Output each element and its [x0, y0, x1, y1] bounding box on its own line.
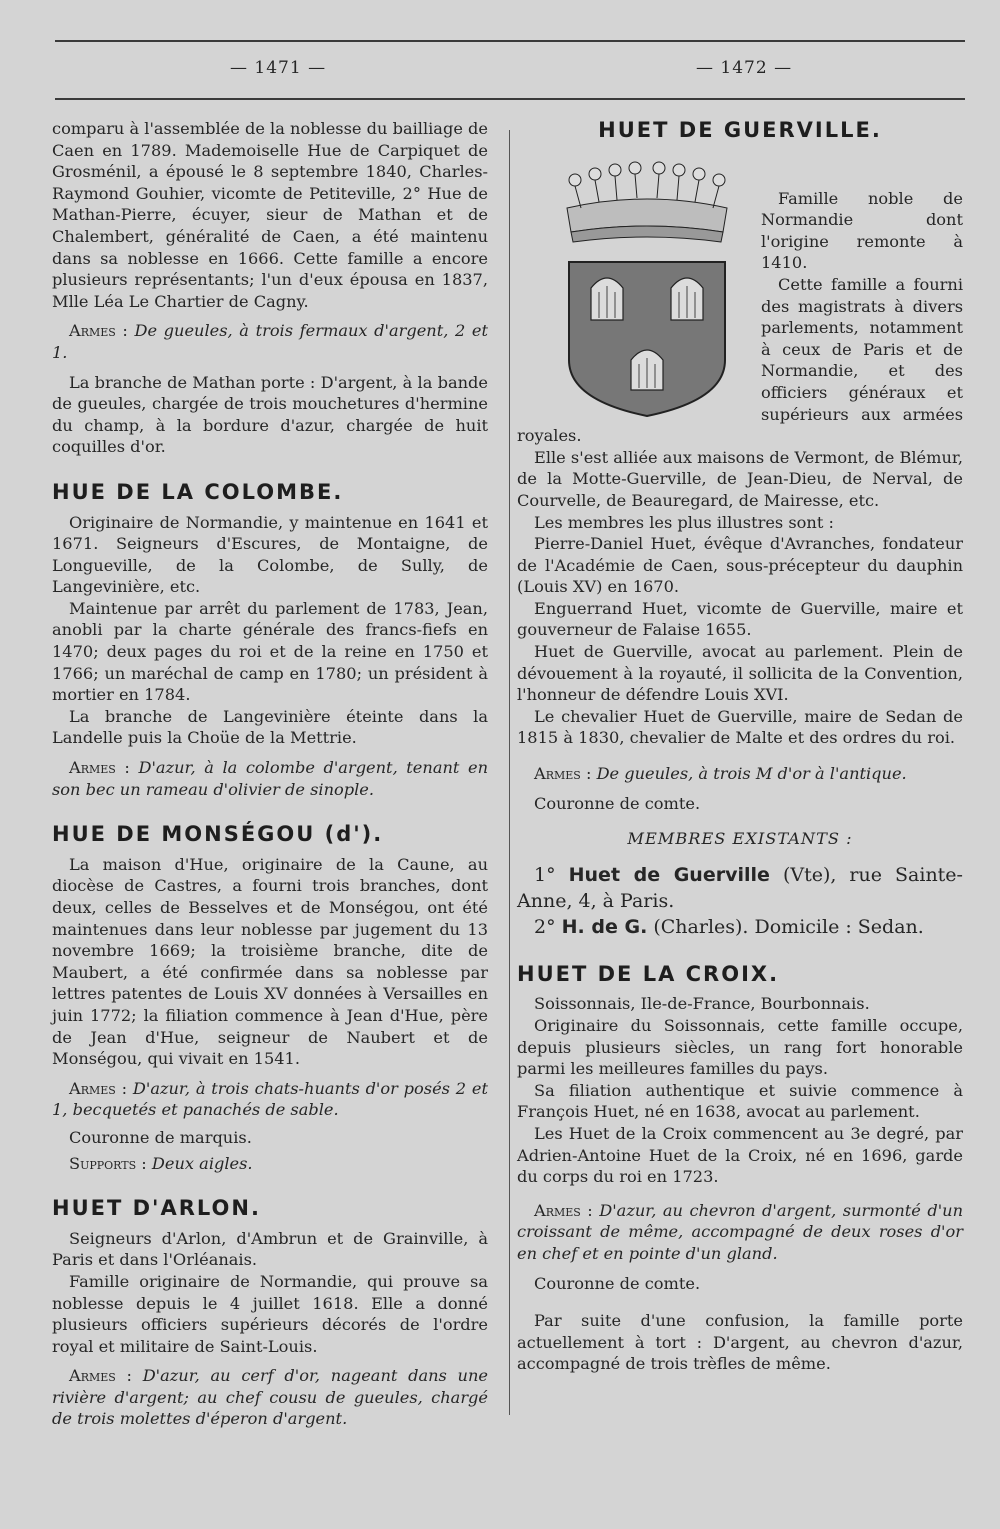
members-heading: MEMBRES EXISTANTS : — [627, 829, 853, 849]
monsegou-crown: Couronne de marquis. — [69, 1127, 252, 1147]
croix-p3: Sa filiation authentique et suivie commence à François Huet, né en 1638, avocat au parlement. — [517, 1080, 963, 1122]
page-number-right: — 1472 — — [696, 58, 793, 78]
crown-and-shield-icon — [547, 150, 747, 420]
column-divider — [509, 130, 510, 1415]
top-rule — [55, 40, 965, 42]
member-1: 1° Huet de Guerville (Vte), rue Sainte-Anne, 4, à Paris. — [517, 863, 963, 912]
count-crown-icon — [567, 162, 727, 242]
left-column — [52, 118, 488, 1430]
colombe-arms: Armes : D'azur, à la colombe d'argent, tenant en son bec un rameau d'olivier de sinople. — [52, 758, 488, 799]
guerville-crown: Couronne de comte. — [534, 793, 701, 813]
heading-huet-guerville: HUET DE GUERVILLE. — [598, 118, 882, 142]
croix-p1: Soissonnais, Ile-de-France, Bourbonnais. — [534, 994, 870, 1014]
arlon-p2: Famille originaire de Normandie, qui prouve sa noblesse depuis le 4 juillet 1618. Elle a donné plusieurs officiers supérieurs décorés de l'ordre royal et militaire de Saint-Louis. — [52, 1271, 488, 1356]
croix-arms: Armes : D'azur, au chevron d'argent, surmonté d'un croissant de même, accompagné de deux roses d'or en chef et en pointe d'un gland. — [517, 1200, 963, 1263]
header-rule — [55, 98, 965, 100]
heading-hue-colombe: HUE DE LA COLOMBE. — [52, 479, 344, 504]
croix-p4: Les Huet de la Croix commencent au 3e degré, par Adrien-Antoine Huet de la Croix, né en 1696, garde du corps du roi en 1723. — [517, 1123, 963, 1187]
croix-p2: Originaire du Soissonnais, cette famille occupe, depuis plusieurs siècles, un rang fort honorable parmi les meilleures familles du pays. — [517, 1016, 963, 1079]
guerville-p3: Elle s'est alliée aux maisons de Vermont, de Blémur, de la Motte-Guerville, de Jean-Dieu, de Nerval, de Courvelle, de Beauregard, de Mairesse, etc. — [517, 447, 963, 510]
guerville-p8: Le chevalier Huet de Guerville, maire de Sedan de 1815 à 1830, chevalier de Malte et des ordres du roi. — [517, 706, 963, 748]
guerville-p6: Enguerrand Huet, vicomte de Guerville, maire et gouverneur de Falaise 1655. — [517, 598, 963, 640]
intro-paragraph: comparu à l'assemblée de la noblesse du bailliage de Caen en 1789. Mademoiselle Hue de Carpiquet de Grosménil, a épousé le 8 septembre 1840, Charles-Raymond Gouhier, vicomte de Petiteville, 2° Hue de Mathan-Pierre, écuyer, sieur de Mathan et de Chalembert, généralité de Caen, a été maintenu dans sa noblesse en 1666. Cette famille a encore plusieurs représentants; l'un d'eux épousa en 1837, Mlle Léa Le Chartier de Cagny. — [52, 119, 488, 311]
monsegou-arms: Armes : D'azur, à trois chats-huants d'or posés 2 et 1, becquetés et panachés de sable. — [52, 1078, 488, 1120]
guerville-arms: Armes : De gueules, à trois M d'or à l'antique. — [534, 764, 907, 784]
right-column — [517, 120, 963, 1375]
guerville-p1: Famille noble de Normandie dont l'origine remonte à 1410. — [761, 188, 963, 273]
arlon-arms: Armes : D'azur, au cerf d'or, nageant dans une rivière d'argent; au chef cousu de gueules, chargé de trois molettes d'éperon d'argent. — [52, 1366, 488, 1429]
colombe-p1: Originaire de Normandie, y maintenue en 1641 et 1671. Seigneurs d'Escures, de Montaigne, de Longueville, de la Colombe, de Sully, de Langevinière, etc. — [52, 512, 488, 597]
colombe-p2: Maintenue par arrêt du parlement de 1783, Jean, anobli par la charte générale des francs-fiefs en 1470; deux pages du roi et de la reine en 1750 et 1766; un maréchal de camp en 1780; un président à mortier en 1784. — [52, 598, 488, 705]
page-number-left: — 1471 — — [230, 58, 327, 78]
croix-crown: Couronne de comte. — [534, 1273, 701, 1293]
heading-huet-croix: HUET DE LA CROIX. — [517, 961, 780, 986]
coat-of-arms-image — [547, 150, 747, 420]
guerville-p4: Les membres les plus illustres sont : — [534, 512, 834, 532]
shield-icon — [569, 262, 725, 416]
guerville-p7: Huet de Guerville, avocat au parlement. Plein de dévouement à la royauté, il sollicita de la Convention, l'honneur de défendre Louis XVI. — [517, 642, 963, 705]
croix-p5: Par suite d'une confusion, la famille porte actuellement à tort : D'argent, au chevron d'azur, accompagné de trois trèfles de même. — [517, 1311, 963, 1374]
member-2: 2° H. de G. (Charles). Domicile : Sedan. — [534, 915, 924, 938]
mathan-paragraph: La branche de Mathan porte : D'argent, à la bande de gueules, chargée de trois mouchetures d'hermine du champ, à la bordure d'azur, chargée de huit coquilles d'or. — [52, 372, 488, 457]
guerville-p2: Cette famille a fourni des magistrats à divers parlements, notamment à ceux de Paris et de Normandie, et des officiers généraux et supérieurs aux armées royales. — [517, 274, 963, 446]
arlon-p1: Seigneurs d'Arlon, d'Ambrun et de Grainville, à Paris et dans l'Orléanais. — [52, 1228, 488, 1270]
monsegou-p1: La maison d'Hue, originaire de la Caune, au diocèse de Castres, a fourni trois branches, dont deux, celles de Besselves et de Monségou, ont été maintenues dans leur noblesse par jugement du 13 novembre 1669; la troisième branche, dite de Maubert, a été confirmée dans sa noblesse par lettres patentes de Louis XV données à Versailles en juin 1772; la filiation commence à Jean d'Hue, père de Jean d'Hue, seigneur de Naubert et de Monségou, qui vivait en 1541. — [52, 854, 488, 1069]
intro-arms: Armes : De gueules, à trois fermaux d'argent, 2 et 1. — [52, 321, 488, 362]
guerville-p5: Pierre-Daniel Huet, évêque d'Avranches, fondateur de l'Académie de Caen, sous-précepteur du dauphin (Louis XV) en 1670. — [517, 534, 963, 597]
heading-huet-arlon: HUET D'ARLON. — [52, 1196, 261, 1221]
colombe-p3: La branche de Langevinière éteinte dans la Landelle puis la Choüe de la Mettrie. — [52, 706, 488, 748]
heading-hue-monsegou: HUE DE MONSÉGOU (d'). — [52, 822, 384, 847]
monsegou-supports: Supports : Deux aigles. — [69, 1153, 253, 1173]
